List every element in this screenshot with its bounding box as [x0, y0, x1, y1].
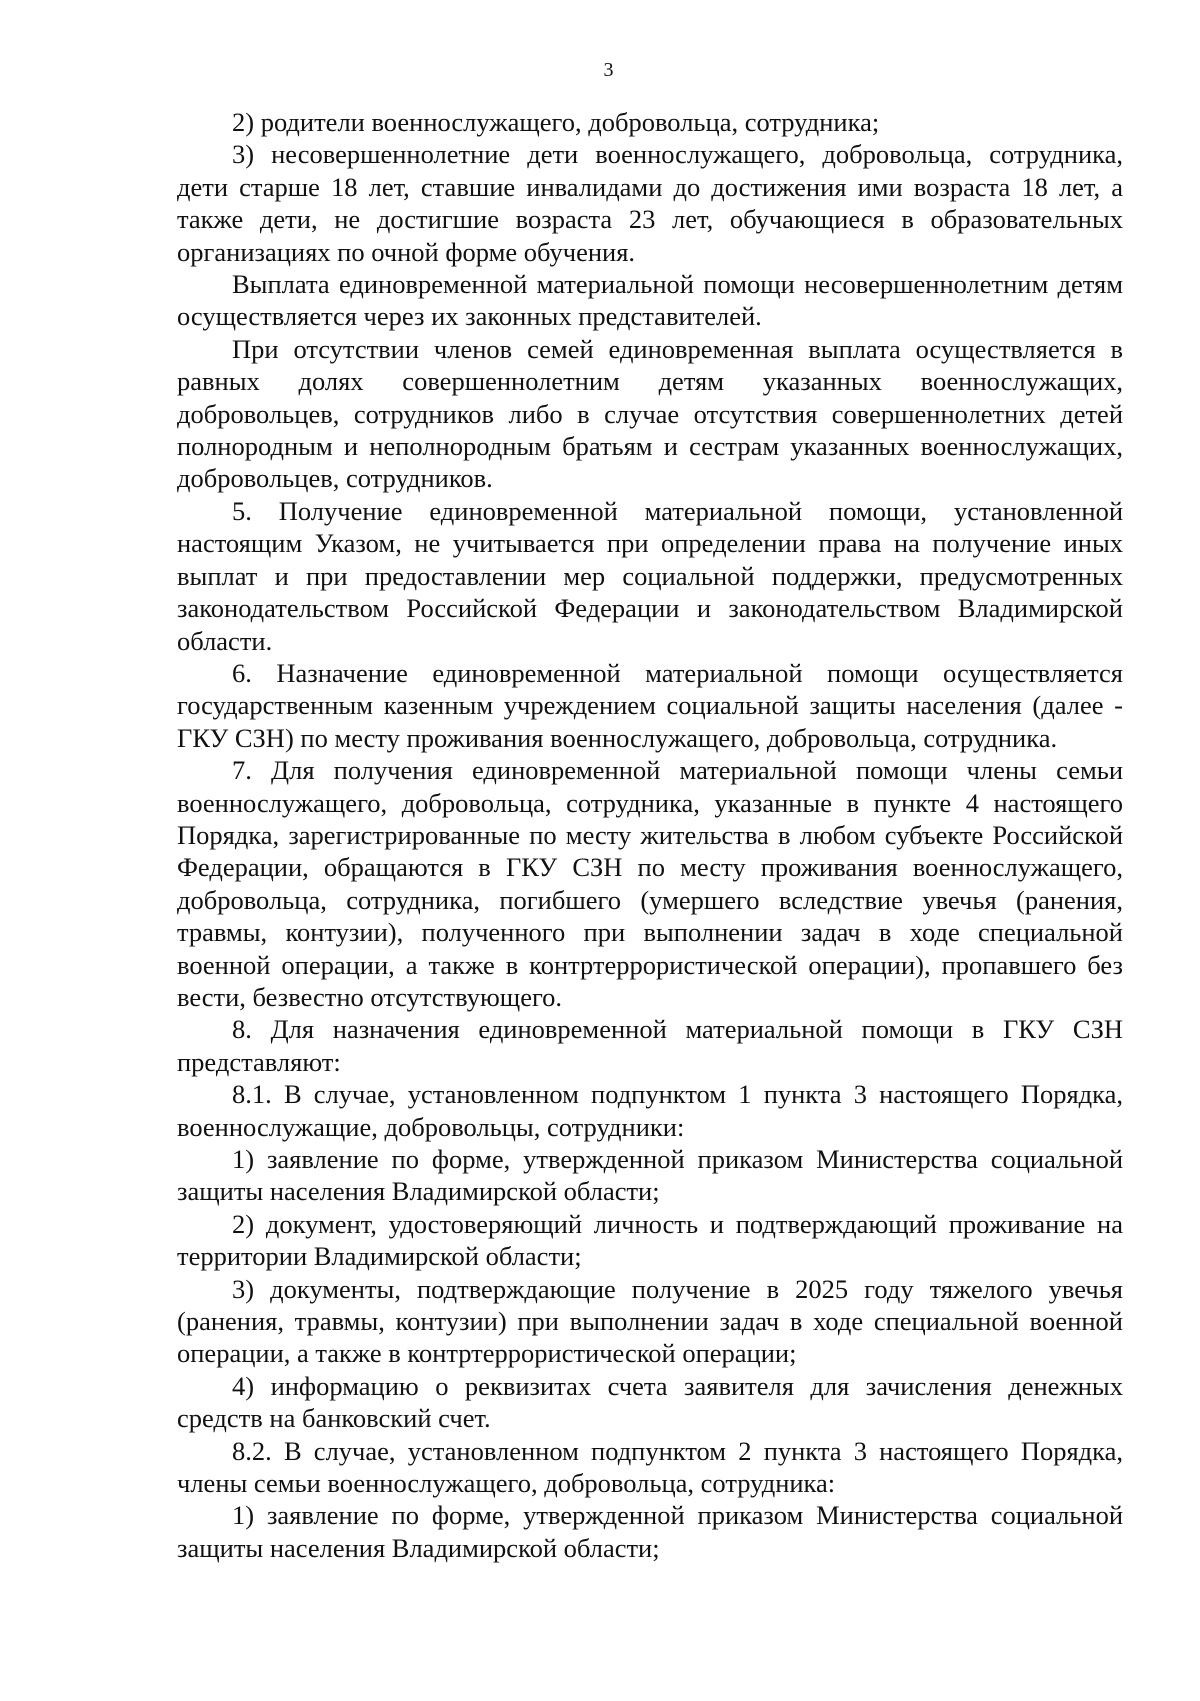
paragraph: 5. Получение единовременной материальной помощи, установленной настоящим Указом, не учитывается при определении права на получение иных выплат и при предоставлении мер социальной поддержки, предусмотренных законодательством Российской Федерации и законодательством Владимирской области. — [177, 495, 1123, 656]
paragraph: 1) заявление по форме, утвержденной приказом Министерства социальной защиты населения Владимирской области; — [177, 1500, 1123, 1563]
paragraph: 8.2. В случае, установленном подпунктом 2 пункта 3 настоящего Порядка, члены семьи военнослужащего, добровольца, сотрудника: — [177, 1435, 1123, 1499]
paragraph: 3) несовершеннолетние дети военнослужащего, добровольца, сотрудника, дети старше 18 лет, ставшие инвалидами до достижения ими возраста 18 лет, а также дети, не достигшие возраста 23 лет, обучающиеся в образовательных организациях по очной форме обучения. — [177, 139, 1123, 267]
paragraph: 4) информацию о реквизитах счета заявителя для зачисления денежных средств на банковский счет. — [177, 1370, 1123, 1434]
paragraph: 1) заявление по форме, утвержденной приказом Министерства социальной защиты населения Владимирской области; — [177, 1144, 1123, 1207]
page-number: 3 — [603, 59, 614, 81]
paragraph: 3) документы, подтверждающие получение в 2025 году тяжелого увечья (ранения, травмы, контузии) при выполнении задач в ходе специальной военной операции, а также в контртеррористической операции; — [177, 1273, 1123, 1369]
paragraph: 8.1. В случае, установленном подпунктом 1 пункта 3 настоящего Порядка, военнослужащие, добровольцы, сотрудники: — [177, 1079, 1123, 1142]
paragraph: 7. Для получения единовременной материальной помощи члены семьи военнослужащего, добровольца, сотрудника, указанные в пункте 4 настоящего Порядка, зарегистрированные по месту жительства в любом субъекте Российской Федерации, обращаются в ГКУ СЗН по месту проживания военнослужащего, добровольца, сотрудника, погибшего (умершего вследствие увечья (ранения, травмы, контузии), полученного при выполнении задач в ходе специальной военной операции, а также в контртеррористической операции), пропавшего без вести, безвестно отсутствующего. — [177, 755, 1123, 1012]
paragraph: Выплата единовременной материальной помощи несовершеннолетним детям осуществляется через их законных представителей. — [177, 269, 1123, 332]
paragraph: При отсутствии членов семей единовременная выплата осуществляется в равных долях совершеннолетним детям указанных военнослужащих, добровольцев, сотрудников либо в случае отсутствия совершеннолетних детей полнородным и неполнородным братьям и сестрам указанных военнослужащих, добровольцев, сотрудников. — [177, 333, 1123, 494]
paragraph: 2) родители военнослужащего, добровольца, сотрудника; — [232, 107, 880, 137]
document-body — [177, 106, 1123, 1564]
paragraph: 6. Назначение единовременной материальной помощи осуществляется государственным казенным учреждением социальной защиты населения (далее - ГКУ СЗН) по месту проживания военнослужащего, добровольца, сотрудника. — [177, 657, 1123, 753]
paragraph: 2) документ, удостоверяющий личность и подтверждающий проживание на территории Владимирской области; — [177, 1208, 1123, 1272]
paragraph: 8. Для назначения единовременной материальной помощи в ГКУ СЗН представляют: — [177, 1014, 1123, 1077]
